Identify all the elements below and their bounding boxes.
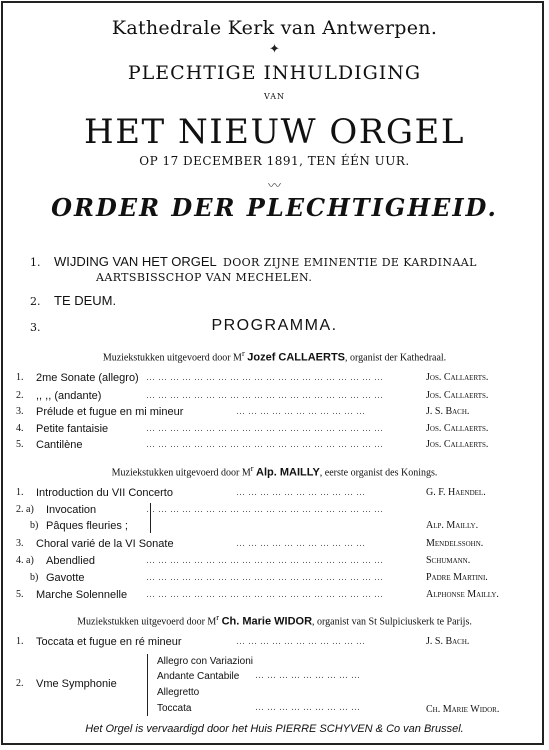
program-row: 1. 2me Sonate (allegro) …………………………………………………… Jos. Callaerts.: [16, 372, 489, 384]
program-row: 3. Prélude et fugue en mi mineur …………………………… J. S. Bach.: [16, 406, 470, 418]
section-number: 2.: [30, 295, 41, 308]
program-row: b) Pâques fleuries ; Alp. Mailly.: [30, 520, 479, 532]
section-number: 1.: [30, 256, 41, 269]
program-row: 4. a) Abendlied …………………………………………………… Schumann.: [16, 555, 471, 567]
group-heading: Muziekstukken uitgevoerd door $M^r$ Alp. MAILLY, eerste organist des Konings.: [111, 464, 438, 479]
church-title: Kathedrale Kerk van Antwerpen.: [111, 17, 438, 39]
program-row: 5. Cantilène …………………………………………………… Jos. Callaerts.: [16, 439, 489, 451]
group-brace: [150, 503, 151, 533]
program-row: 5. Marche Solennelle …………………………………………………… Alphonse Mailly.: [16, 589, 499, 601]
leader-dots: ………………………: [255, 671, 363, 681]
group-heading: Muziekstukken uitgevoerd door $M^r$ Jozef CALLAERTS, organist der Kathedraal.: [102, 349, 447, 364]
event-title: PLECHTIGE INHULDIGING: [127, 62, 422, 84]
organ-title: HET NIEUW ORGEL: [84, 112, 465, 152]
program-row: 1. Toccata et fugue en ré mineur …………………………… J. S. Bach.: [16, 636, 470, 648]
ornament-divider: ✦: [269, 42, 280, 57]
composer-name: Ch. Marie Widor.: [426, 704, 500, 715]
group-heading: Muziekstukken uitgevoerd door $M^r$ Ch. Marie WIDOR, organist van St Sulpiciuskerk te Parijs.: [77, 613, 472, 628]
section-title: WIJDING VAN HET ORGEL: [54, 254, 217, 269]
order-title: ORDER DER PLECHTIGHEID.: [51, 193, 498, 222]
section-title: TE DEUM.: [54, 293, 117, 308]
section-number: 3.: [30, 321, 41, 334]
van-label: VAN: [263, 92, 285, 101]
program-row: 2. Vme Symphonie: [16, 678, 117, 690]
movement-item: Allegretto: [157, 687, 200, 698]
program-row: 3. Choral varié de la VI Sonate …………………………… Mendelssohn.: [16, 538, 484, 550]
program-row: 2. a) Invocation ……………………………………………………: [16, 504, 386, 516]
movement-item: Toccata: [157, 703, 192, 714]
event-date: OP 17 DECEMBER 1891, TEN ÉÉN UUR.: [139, 154, 410, 168]
programma-title: PROGRAMMA.: [211, 317, 338, 334]
ornament-divider-2: 〰: [267, 179, 281, 194]
program-row: 1. Introduction du VII Concerto …………………………… G. F. Haendel.: [16, 487, 486, 499]
movement-item: Allegro con Variazioni: [157, 656, 253, 667]
program-row: b) Gavotte …………………………………………………… Padre Martini.: [30, 572, 488, 584]
footer-note: Het Orgel is vervaardigd door het Huis PIERRE SCHYVEN & Co van Brussel.: [85, 723, 464, 735]
section-detail-2: AARTSBISSCHOP VAN MECHELEN.: [96, 271, 313, 284]
section-detail: DOOR ZIJNE EMINENTIE DE KARDINAAL: [223, 256, 477, 269]
movement-item: Andante Cantabile: [157, 671, 240, 682]
program-row: 4. Petite fantaisie …………………………………………………… Jos. Callaerts.: [16, 423, 489, 435]
program-row: 2. ,, ,, (andante) …………………………………………………… Jos. Callaerts.: [16, 390, 489, 402]
leader-dots: ………………………: [255, 703, 363, 713]
